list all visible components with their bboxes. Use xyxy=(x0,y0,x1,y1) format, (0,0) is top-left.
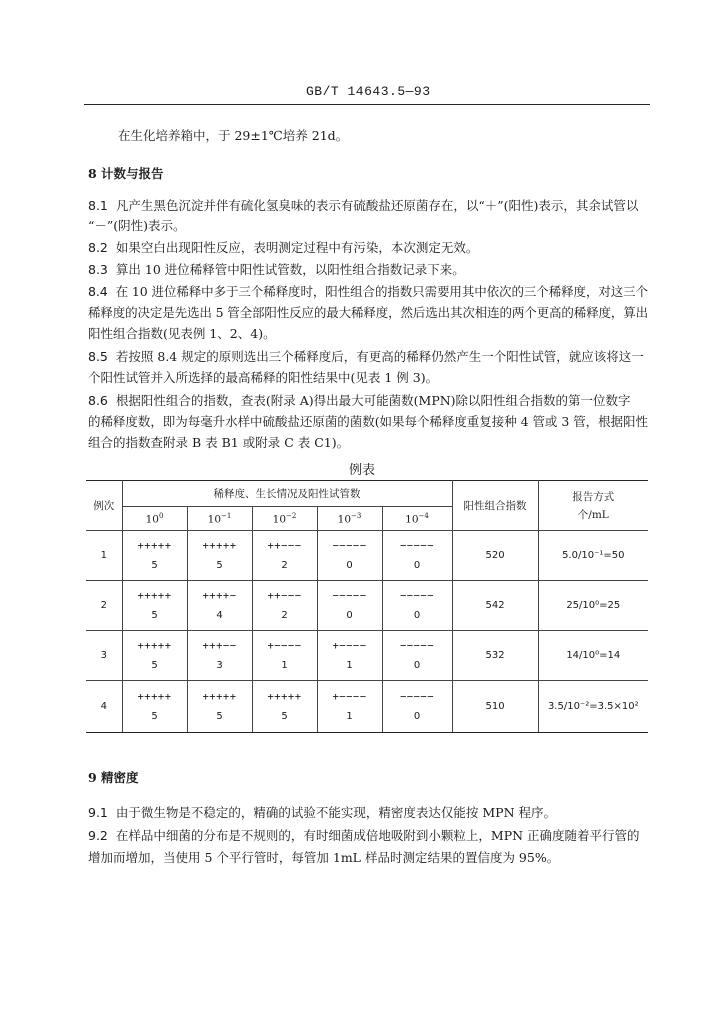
case-cell: 2 xyxy=(86,581,122,631)
report-unit: 个/mL xyxy=(577,508,609,521)
col-header-case: 例次 xyxy=(86,481,122,531)
clause-number: 8.1 xyxy=(88,198,108,213)
clause-number: 8.5 xyxy=(88,349,108,364)
intro-line: 在生化培养箱中，于 29±1℃培养 21d。 xyxy=(118,128,349,143)
col-header-report xyxy=(538,481,648,531)
index-cell: 520 xyxy=(452,531,538,581)
dilution-header: $10^{-4}$ xyxy=(382,507,452,531)
header-rule xyxy=(84,104,650,105)
clause-number: 8.4 xyxy=(88,284,108,299)
clause-text: 由于微生物是不稳定的，精确的试验不能实现，精密度表达仅能按 MPN 程序。 xyxy=(115,805,556,820)
index-cell: 532 xyxy=(452,631,538,681)
dilution-cell: −−−−− 0 xyxy=(317,531,382,581)
case-cell: 3 xyxy=(86,631,122,681)
dilution-cell: −−−−− 0 xyxy=(382,531,452,581)
case-cell: 1 xyxy=(86,531,122,581)
table-row xyxy=(86,631,648,681)
dilution-cell: +++++ 5 xyxy=(122,631,187,681)
report-cell: 3.5/10⁻²=3.5×10² xyxy=(538,681,648,733)
clause-number: 8.2 xyxy=(88,240,108,255)
report-cell: 5.0/10⁻¹=50 xyxy=(538,531,648,581)
report-label: 报告方式 xyxy=(572,490,615,503)
clause-number: 8.3 xyxy=(88,262,108,277)
dilution-cell: −−−−− 0 xyxy=(382,581,452,631)
clause-8-1 xyxy=(88,198,638,214)
clause-8-6 xyxy=(88,393,631,409)
report-cell: 25/10⁰=25 xyxy=(538,581,648,631)
clause-8-2 xyxy=(88,240,478,256)
dilution-cell: ++−−− 2 xyxy=(252,531,317,581)
dilution-header: $10^{-3}$ xyxy=(317,507,382,531)
table-row xyxy=(86,531,648,581)
table-row xyxy=(86,681,648,733)
table-caption: 例表 xyxy=(348,463,375,478)
clause-8-4-cont: 阳性组合指数(见表例 1、2、4)。 xyxy=(88,326,276,341)
clause-text: 根据阳性组合的指数，查表(附录 A)得出最大可能菌数(MPN)除以阳性组合指数的第一位数字 xyxy=(115,393,631,408)
report-cell: 14/10⁰=14 xyxy=(538,631,648,681)
dilution-cell: +++++ 5 xyxy=(122,681,187,733)
index-cell: 510 xyxy=(452,681,538,733)
dilution-cell: ++++− 4 xyxy=(187,581,252,631)
page-header xyxy=(0,82,724,106)
clause-9-2 xyxy=(88,828,640,844)
dilution-cell: +++++ 5 xyxy=(122,581,187,631)
clause-8-4 xyxy=(88,284,648,300)
dilution-header: $10^{-1}$ xyxy=(187,507,252,531)
dilution-cell: +++++ 5 xyxy=(122,531,187,581)
dilution-cell: +−−−− 1 xyxy=(317,681,382,733)
case-cell: 4 xyxy=(86,681,122,733)
dilution-header: $10^0$ xyxy=(122,507,187,531)
clause-text: 若按照 8.4 规定的原则选出三个稀释度后，有更高的稀释仍然产生一个阳性试管，就应该将这一 xyxy=(115,349,644,364)
clause-text: 在 10 进位稀释中多于三个稀释度时，阳性组合的指数只需要用其中依次的三个稀释度，对这三个 xyxy=(115,284,648,299)
clause-text: 如果空白出现阳性反应，表明测定过程中有污染，本次测定无效。 xyxy=(115,240,479,255)
clause-number: 9.1 xyxy=(88,805,108,820)
dilution-cell: +++++ 5 xyxy=(187,681,252,733)
example-table xyxy=(86,480,648,733)
dilution-header: $10^{-2}$ xyxy=(252,507,317,531)
clause-8-5 xyxy=(88,349,644,365)
index-cell: 542 xyxy=(452,581,538,631)
dilution-cell: +++++ 5 xyxy=(187,531,252,581)
dilution-cell: +++++ 5 xyxy=(252,681,317,733)
clause-text: 凡产生黑色沉淀并伴有硫化氢臭味的表示有硫酸盐还原菌存在，以“＋”(阳性)表示，其余试管以 xyxy=(115,198,639,213)
col-header-dilution-group: 稀释度、生长情况及阳性试管数 xyxy=(122,481,452,507)
clause-number: 8.6 xyxy=(88,393,108,408)
clause-8-5-cont: 个阳性试管并入所选择的最高稀释的阳性结果中(见表 1 例 3)。 xyxy=(88,370,439,385)
standard-code: GB/T 14643.5—93 xyxy=(306,84,431,99)
dilution-cell: −−−−− 0 xyxy=(382,631,452,681)
clause-8-4-cont: 稀释度的决定是先选出 5 管全部阳性反应的最大稀释度，然后选出其次相连的两个更高的稀释度，算出 xyxy=(88,305,648,320)
clause-9-2-cont: 增加而增加，当使用 5 个平行管时，每管加 1mL 样品时测定结果的置信度为 95%。 xyxy=(88,850,560,865)
clause-8-6-cont: 组合的指数查附录 B 表 B1 或附录 C 表 C1)。 xyxy=(88,435,350,450)
dilution-cell: +++−− 3 xyxy=(187,631,252,681)
section-8-title: 8 计数与报告 xyxy=(88,166,164,181)
clause-8-1-cont: “－”(阴性)表示。 xyxy=(88,218,186,233)
dilution-cell: +−−−− 1 xyxy=(252,631,317,681)
clause-9-1 xyxy=(88,805,556,821)
clause-text: 算出 10 进位稀释管中阳性试管数，以阳性组合指数记录下来。 xyxy=(115,262,465,277)
clause-8-3 xyxy=(88,262,465,278)
dilution-cell: ++−−− 2 xyxy=(252,581,317,631)
clause-number: 9.2 xyxy=(88,828,108,843)
clause-8-6-cont: 的稀释度数，即为每毫升水样中硫酸盐还原菌的菌数(如果每个稀释度重复接种 4 管或 3 管，根据阳性 xyxy=(88,414,648,429)
dilution-cell: +−−−− 1 xyxy=(317,631,382,681)
clause-text: 在样品中细菌的分布是不规则的，有时细菌成倍地吸附到小颗粒上，MPN 正确度随着平行管的 xyxy=(115,828,640,843)
section-9-title: 9 精密度 xyxy=(88,770,139,785)
table-row xyxy=(86,581,648,631)
dilution-cell: −−−−− 0 xyxy=(317,581,382,631)
col-header-index: 阳性组合指数 xyxy=(452,481,538,531)
dilution-cell: −−−−− 0 xyxy=(382,681,452,733)
